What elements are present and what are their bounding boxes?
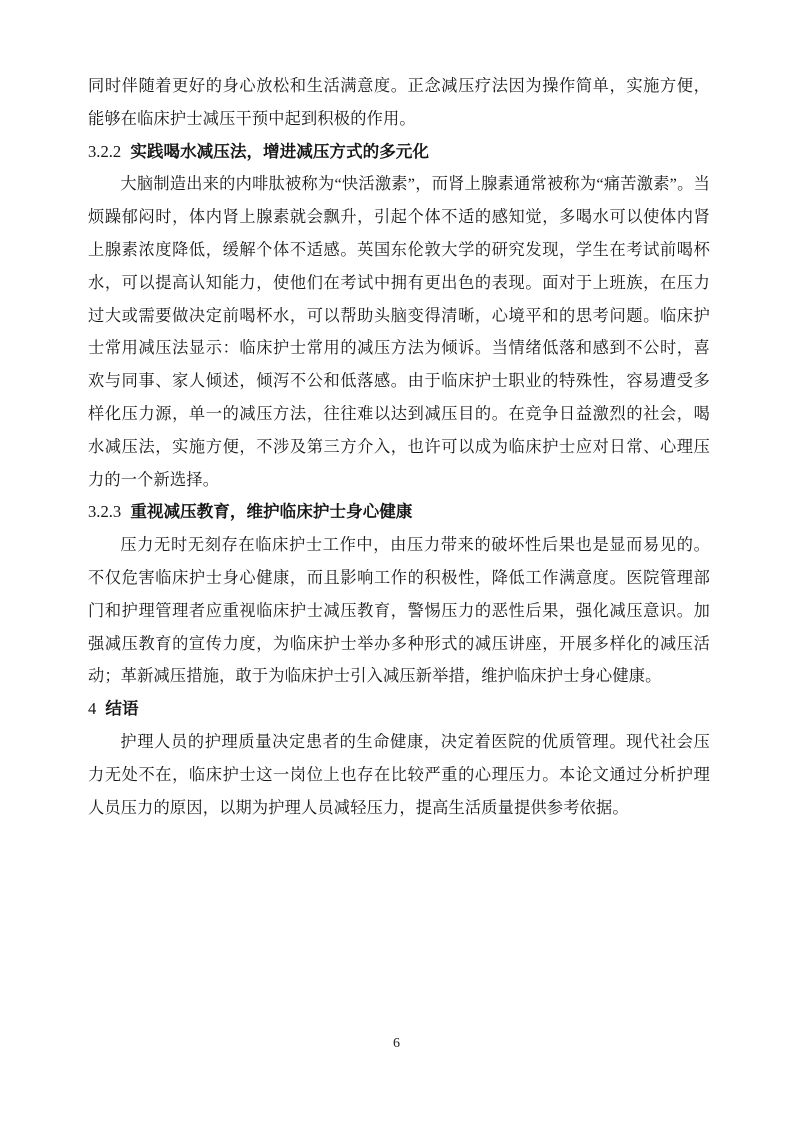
paragraph-stress-education: 压力无时无刻存在临床护士工作中，由压力带来的破坏性后果也是显而易见的。不仅危害临床护士身心健康，而且影响工作的积极性，降低工作满意度。医院管理部门和护理管理者应重视临床护士减压教育，警惕压力的恶性后果，强化减压意识。加强减压教育的宣传力度，为临床护士举办多种形式的减压讲座，开展多样化的减压活动；革新减压措施，敢于为临床护士引入减压新举措，维护临床护士身心健康。 xyxy=(88,536,710,686)
section-heading-4 xyxy=(88,693,710,726)
section-heading-3-2-3 xyxy=(88,496,710,529)
heading-title: 结语 xyxy=(105,699,139,719)
section-heading-3-2-2 xyxy=(88,136,710,169)
heading-number: 4 xyxy=(88,699,97,719)
paragraph-drinking-water-method: 大脑制造出来的内啡肽被称为“快活激素”，而肾上腺素通常被称为“痛苦激素”。当烦躁郁闷时，体内肾上腺素就会飘升，引起个体不适的感知觉，多喝水可以使体内肾上腺素浓度降低，缓解个体不适感。英国东伦敦大学的研究发现，学生在考试前喝杯水，可以提高认知能力，使他们在考试中拥有更出色的表现。面对于上班族，在压力过大或需要做决定前喝杯水，可以帮助头脑变得清晰，心境平和的思考问题。临床护士常用减压法显示：临床护士常用的减压方法为倾诉。当情绪低落和感到不公时，喜欢与同事、家人倾述，倾泻不公和低落感。由于临床护士职业的特殊性，容易遭受多样化压力源，单一的减压方法，往往难以达到减压目的。在竞争日益激烈的社会，喝水减压法，实施方便，不涉及第三方介入，也许可以成为临床护士应对日常、心理压力的一个新选择。 xyxy=(88,175,710,489)
document-content xyxy=(88,70,710,824)
heading-number: 3.2.3 xyxy=(88,502,122,522)
paragraph-continuation: 同时伴随着更好的身心放松和生活满意度。正念减压疗法因为操作简单，实施方便，能够在临床护士减压干预中起到积极的作用。 xyxy=(88,77,710,128)
heading-title: 实践喝水减压法，增进减压方式的多元化 xyxy=(130,141,429,161)
paragraph-conclusion: 护理人员的护理质量决定患者的生命健康，决定着医院的优质管理。现代社会压力无处不在，临床护士这一岗位上也存在比较严重的心理压力。本论文通过分析护理人员压力的原因，以期为护理人员减轻压力，提高生活质量提供参考依据。 xyxy=(88,732,710,817)
page-number: 6 xyxy=(393,1036,400,1051)
heading-number: 3.2.2 xyxy=(88,141,122,161)
heading-title: 重视减压教育，维护临床护士身心健康 xyxy=(130,502,413,522)
